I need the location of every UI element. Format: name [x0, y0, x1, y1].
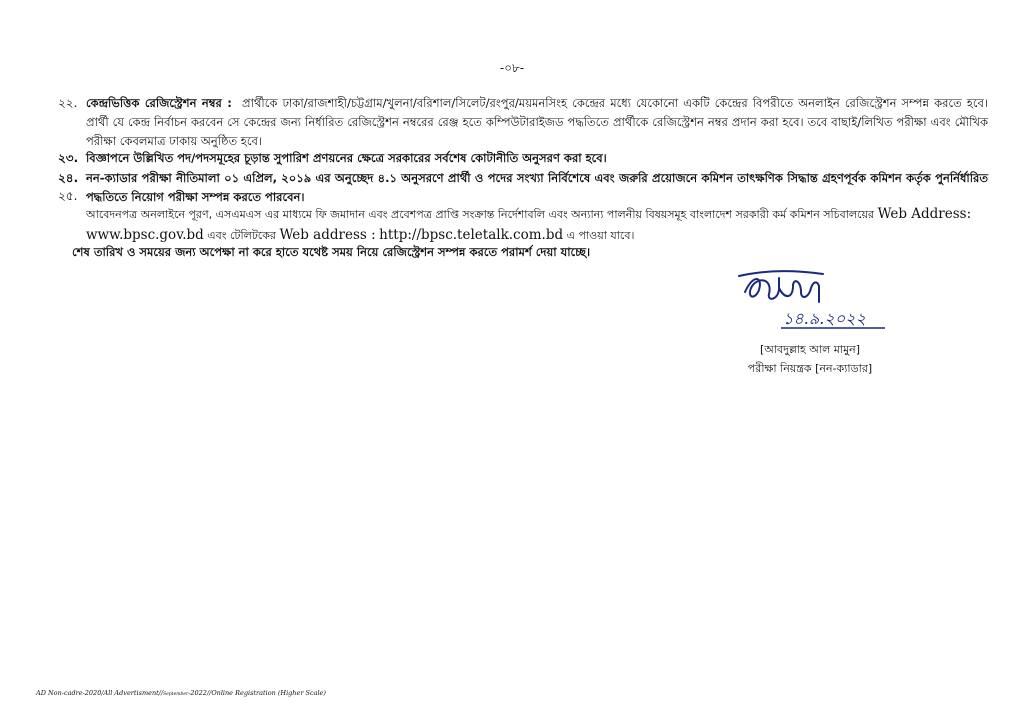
clause-text: নন-ক্যাডার পরীক্ষা নীতিমালা ০১ এপ্রিল, ২০১৯ এর অনুচ্ছেদ ৪.১ অনুসরণে প্রার্থী ও পদের সংখ্যা নির্বিশেষে এবং জরুরি প্রয়োজনে কমিশন তাৎক্ষণিক সিদ্ধান্ত গ্রহণপূর্বক কমিশন কর্তৃক পুনর্নির্ধারিত পদ্ধতিতে নিয়োগ পরীক্ষা সম্পন্ন করতে পারবেন।	[86, 171, 988, 204]
signatory-name: [আবদুল্লাহ আল মামুন]	[759, 343, 861, 356]
clause-23	[58, 149, 988, 168]
page-number: -০৮-	[499, 61, 525, 75]
signature-drawing	[735, 262, 905, 334]
clause-number: ২৪.	[58, 171, 79, 185]
clause-label: কেন্দ্রভিত্তিক রেজিস্ট্রেশন নম্বর :	[86, 96, 232, 110]
footer-text-end: -2022//Online Registration (Higher Scale)	[188, 689, 326, 697]
clause-22	[58, 94, 988, 151]
application-instructions	[86, 204, 986, 246]
clause-text: বিজ্ঞাপনে উল্লিখিত পদ/পদসমূহের চূড়ান্ত সুপারিশ প্রণয়নের ক্ষেত্রে সরকারের সর্বশেষ কোটানীতি অনুসরণ করা হবে।	[86, 151, 607, 165]
footer-text: AD Non-cadre-2020/All Advertisment//	[36, 689, 164, 697]
application-mid-text: এবং টেলিটকের	[207, 229, 276, 242]
application-text: আবেদনপত্র অনলাইনে পূরণ, এসএমএস এর মাধ্যমে ফি জমাদান এবং প্রবেশপত্র প্রাপ্তি সংক্রান্ত নির্দেশাবলি এবং অন্যান্য পালনীয় বিষয়সমূহ বাংলাদেশ সরকারী কর্ম কমিশন সচিবালয়ের	[86, 208, 875, 221]
handwritten-signature	[735, 262, 905, 338]
application-line-2	[86, 225, 986, 246]
footer-month: September	[163, 692, 189, 697]
clause-number: ২৩.	[58, 151, 79, 165]
bpsc-website-link[interactable]: www.bpsc.gov.bd	[86, 227, 204, 243]
web-address-label: Web Address:	[877, 206, 972, 222]
web-address-label-2: Web address :	[279, 227, 376, 243]
document-footer	[36, 689, 326, 697]
clause-body	[86, 94, 988, 151]
clause-number: ২২.	[58, 96, 78, 110]
clause-number: ২৫.	[58, 189, 78, 203]
application-line-1	[86, 204, 986, 225]
signature-date: ১৪.৯.২০২২	[783, 309, 866, 328]
clause-text: প্রার্থীকে ঢাকা/রাজশাহী/চট্টগ্রাম/খুলনা/বরিশাল/সিলেট/রংপুর/ময়মনসিংহ কেন্দ্রের মধ্যে যেকোনো একটি কেন্দ্রের বিপরীতে অনলাইন রেজিস্ট্রেশন সম্পন্ন করতে হবে। প্রার্থী যে কেন্দ্র নির্বাচন করবেন সে কেন্দ্রের জন্য নির্ধারিত রেজিস্ট্রেশন নম্বরের রেঞ্জ হতে কম্পিউটারাইজড পদ্ধতিতে প্রার্থীকে রেজিস্ট্রেশন নম্বর প্রদান করা হবে। তবে বাছাই/লিখিত পরীক্ষা এবং মৌখিক পরীক্ষা কেবলমাত্র ঢাকায় অনুষ্ঠিত হবে।	[86, 96, 988, 148]
teletalk-website-link[interactable]: http://bpsc.teletalk.com.bd	[379, 227, 564, 243]
application-end-text: এ পাওয়া যাবে।	[566, 229, 635, 242]
signatory-title: পরীক্ষা নিয়ন্ত্রক [নন-ক্যাডার]	[747, 362, 873, 375]
registration-advice: শেষ তারিখ ও সময়ের জন্য অপেক্ষা না করে হাতে যথেষ্ট সময় নিয়ে রেজিস্ট্রেশন সম্পন্ন করতে পরামর্শ দেয়া যাচ্ছে।	[72, 245, 591, 259]
